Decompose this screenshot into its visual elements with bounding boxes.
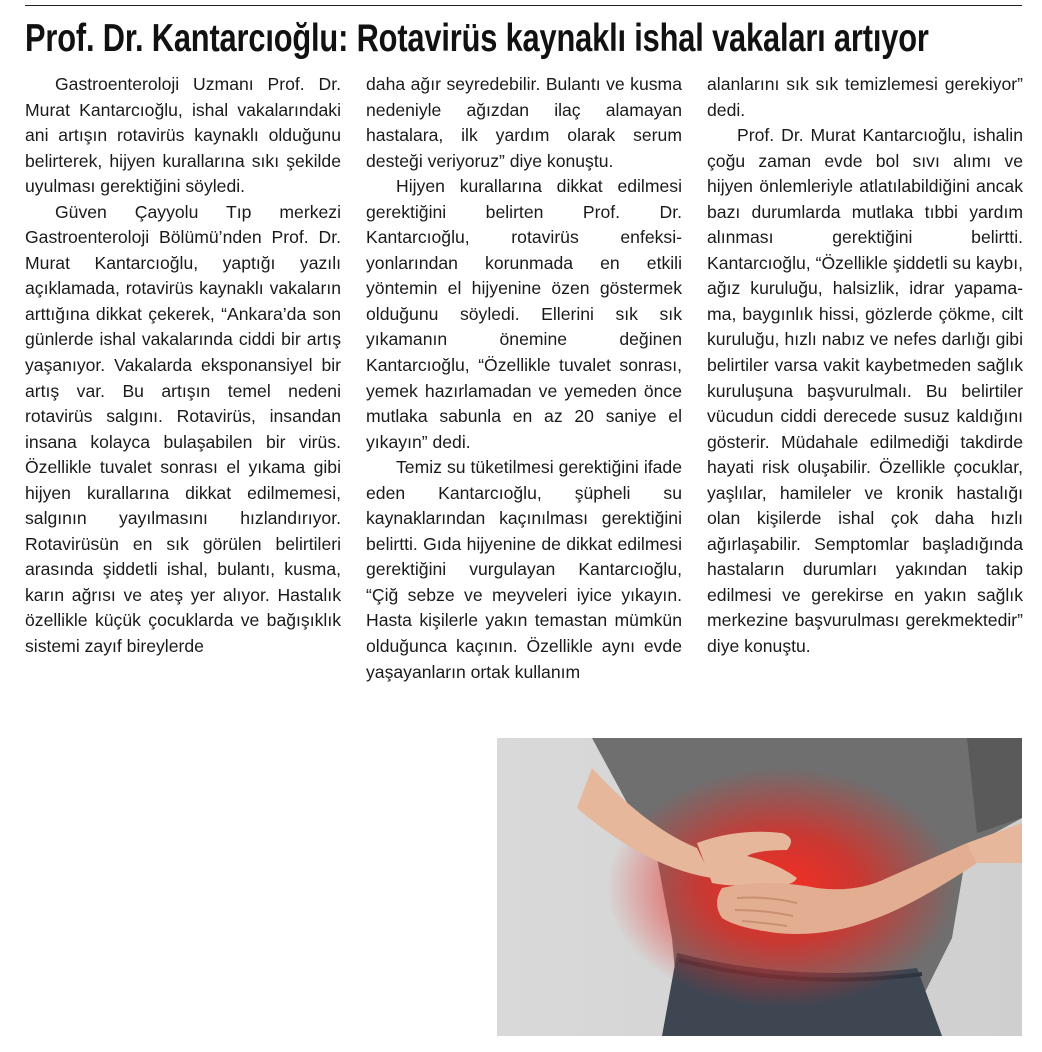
paragraph: alanlarını sık sık temizlemesi gerekiyor” dedi. (707, 74, 1023, 120)
paragraph: Prof. Dr. Murat Kantarcıoğlu, ishalin çoğu zaman evde bol sıvı alımı ve hijyen önlemleriyle atlatılabildiğini ancak bazı durumlarda mutlaka tıbbi yardım alınması gerektiğini belirtti. Kantarcıoğlu, “Özellikle şiddetli su kaybı, ağız kuruluğu, halsizlik, idrar yapamama, baygınlık hissi, gözlerde çökme, cilt kuruluğu, hızlı nabız ve nefes darlığı gibi belirtiler varsa vakit kaybetmeden sağlık kuruluşuna başvurulmalı. Bu belirtiler vücudun ciddi derecede susuz kaldığını gösterir. Müdahale edilmediği takdirde hayati risk oluşabilir. Özellikle çocuklar, yaşlılar, hamileler ve kronik hastalığı olan kişilerde ishal çok daha hızlı ağırlaşabilir. Semptomlar başladığında hastaların durumları yakından takip edilmesi ve gerekirse en yakın sağlık merkezine başvurulması gerekmektedir” diye konuştu. (707, 125, 1023, 657)
article-column-1 (25, 72, 341, 660)
article-column-3 (707, 72, 1023, 660)
stomach-pain-photo (497, 738, 1022, 1036)
paragraph: Temiz su tüketilmesi gerektiğini ifade eden Kantarcıoğlu, şüpheli su kaynaklarından kaçınılması gerektiğini belirtti. Gıda hijyenine de dikkat edilmesi gerektiğini vurgulayan Kantarcıoğlu, “Çiğ sebze ve meyveleri iyice yıkayın. Hasta kişilerle yakın temastan mümkün olduğunca kaçının. Özellikle aynı evde yaşayanların ortak kullanım (366, 457, 682, 682)
paragraph: daha ağır seyredebilir. Bulantı ve kusma nedeniyle ağızdan ilaç alamayan hastalara, ilk yardım olarak serum desteği veriyoruz” diye konuştu. (366, 74, 682, 171)
paragraph: Gastroenteroloji Uzmanı Prof. Dr. Murat Kantarcıoğlu, ishal vakalarındaki ani artışın rotavirüs kaynaklı olduğunu belirterek, hijyen kurallarına sıkı şekilde uyulması gerektiğini söyledi. (25, 74, 341, 197)
headline: Prof. Dr. Kantarcıoğlu: Rotavirüs kaynaklı ishal vakaları artıyor (25, 17, 929, 60)
paragraph: Hijyen kurallarına dikkat edilmesi gerektiğini belirten Prof. Dr. Kantarcıoğlu, rotavirüs enfeksiyonlarından korunmada en etkili yöntemin el hijyenine özen göstermek olduğunu söyledi. Ellerini sık sık yıkamanın önemine değinen Kantarcıoğlu, “Özellikle tuvalet sonrası, yemek hazırlamadan ve yemeden önce mutlaka sabunla en az 20 saniye el yıkayın” dedi. (366, 176, 682, 452)
article-column-2 (366, 72, 682, 685)
stomach-pain-illustration (497, 738, 1022, 1036)
paragraph: Güven Çayyolu Tıp merkezi Gastroenteroloji Bölümü’nden Prof. Dr. Murat Kantarcıoğlu, yaptığı yazılı açıklamada, rotavirüs kaynaklı vakaların arttığına dikkat çekerek, “Ankara’da son günlerde ishal vakalarında ciddi bir artış yaşanıyor. Vakalarda eksponansiyel bir artış var. Bu artışın temel nedeni rotavirüs salgını. Rotavirüs, insandan insana kolayca bulaşabilen bir virüs. Özellikle tuvalet sonrası el yıkama gibi hijyen kurallarına dikkat edilmemesi, salgının yayılmasını hızlandırıyor. Rotavirüsün en sık görülen belirtileri arasında şiddetli ishal, bulantı, kusma, karın ağrısı ve ateş yer alıyor. Hastalık özellikle küçük çocuklarda ve bağışıklık sistemi zayıf bireylerde (25, 201, 341, 657)
top-rule (25, 5, 1022, 6)
